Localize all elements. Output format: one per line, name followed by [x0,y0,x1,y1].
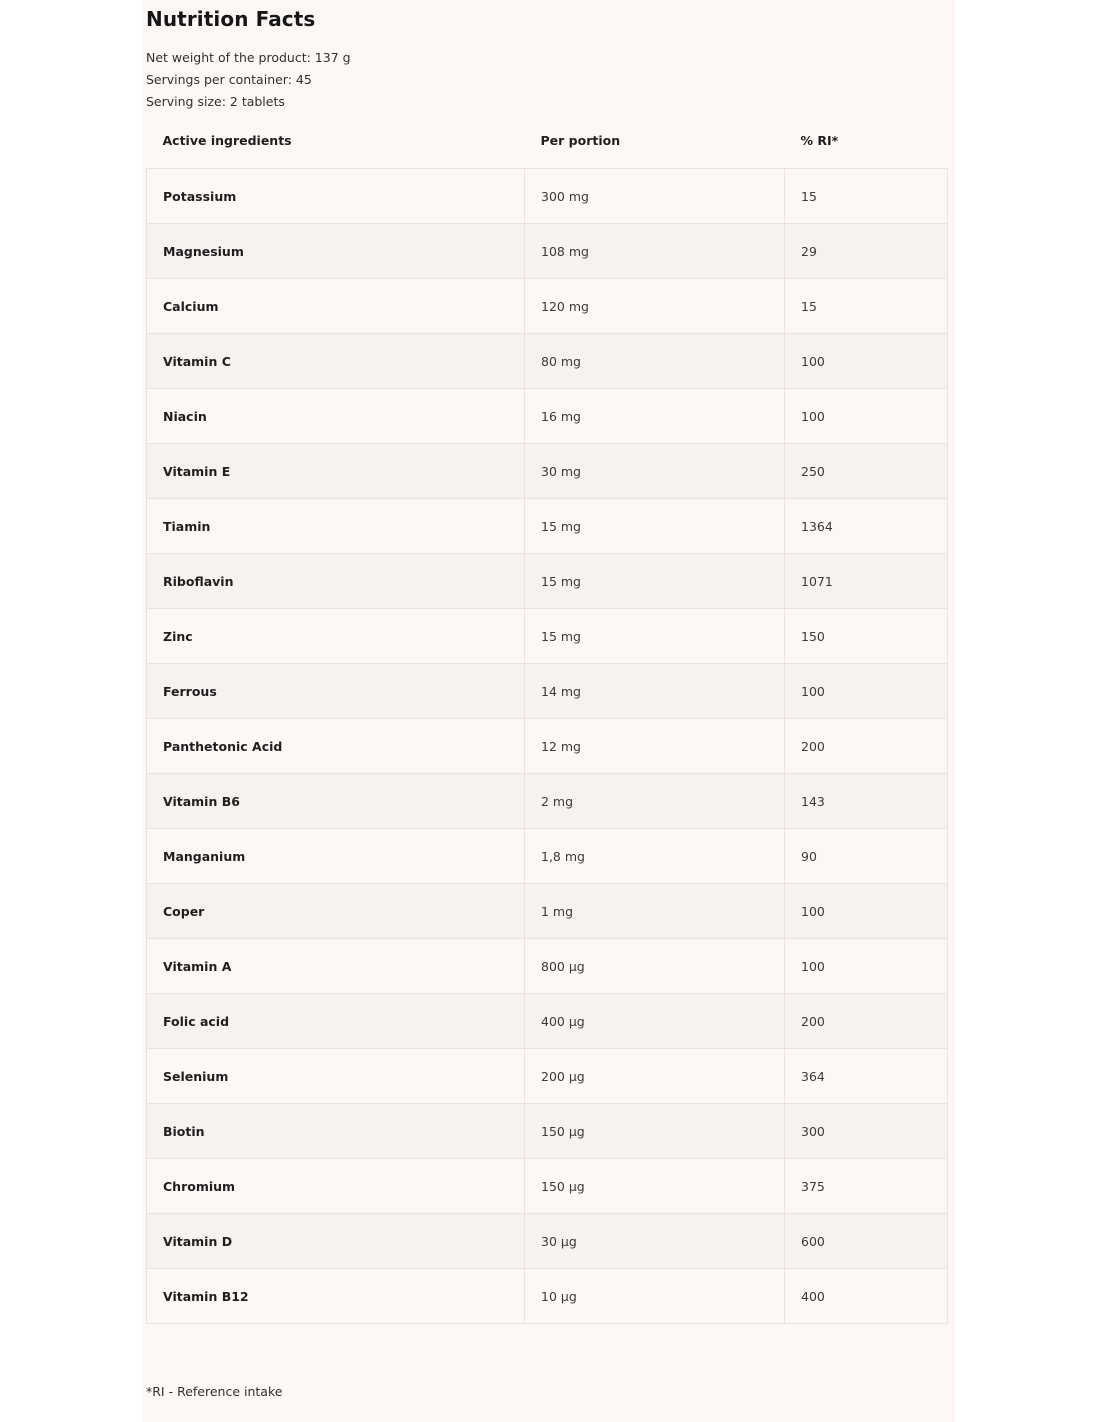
table-row [147,829,948,884]
table-row [147,279,948,334]
ri-percent-cell: 364 [785,1049,948,1104]
per-portion-cell: 1,8 mg [525,829,785,884]
ingredient-name-cell: Tiamin [147,499,525,554]
table-row [147,224,948,279]
table-row [147,1269,948,1324]
per-portion-cell: 108 mg [525,224,785,279]
per-portion-cell: 16 mg [525,389,785,444]
table-row [147,1214,948,1269]
nutrition-table [146,113,948,1324]
ingredient-name-cell: Manganium [147,829,525,884]
column-header-per-portion: Per portion [525,113,785,169]
table-row [147,444,948,499]
ingredient-name-cell: Ferrous [147,664,525,719]
ingredient-name-cell: Zinc [147,609,525,664]
ingredient-name-cell: Vitamin B12 [147,1269,525,1324]
ri-percent-cell: 29 [785,224,948,279]
table-body [147,169,948,1324]
ingredient-name-cell: Calcium [147,279,525,334]
table-row [147,609,948,664]
table-row [147,1104,948,1159]
ingredient-name-cell: Vitamin C [147,334,525,389]
ingredient-name-cell: Biotin [147,1104,525,1159]
ri-percent-cell: 15 [785,279,948,334]
net-weight-text: Net weight of the product: 137 g [146,50,351,65]
per-portion-cell: 300 mg [525,169,785,224]
servings-per-container-text: Servings per container: 45 [146,72,312,87]
ingredient-name-cell: Folic acid [147,994,525,1049]
per-portion-cell: 400 µg [525,994,785,1049]
ri-percent-cell: 1071 [785,554,948,609]
ri-percent-cell: 375 [785,1159,948,1214]
ri-percent-cell: 300 [785,1104,948,1159]
ri-percent-cell: 600 [785,1214,948,1269]
ri-percent-cell: 200 [785,994,948,1049]
table-header-row [147,113,948,169]
table-row [147,499,948,554]
column-header-ingredient: Active ingredients [147,113,525,169]
table-row [147,719,948,774]
per-portion-cell: 150 µg [525,1159,785,1214]
per-portion-cell: 30 µg [525,1214,785,1269]
column-header-ri: % RI* [785,113,948,169]
per-portion-cell: 10 µg [525,1269,785,1324]
per-portion-cell: 15 mg [525,609,785,664]
ingredient-name-cell: Panthetonic Acid [147,719,525,774]
ri-percent-cell: 1364 [785,499,948,554]
table-row [147,664,948,719]
per-portion-cell: 1 mg [525,884,785,939]
ri-percent-cell: 100 [785,939,948,994]
per-portion-cell: 80 mg [525,334,785,389]
ri-percent-cell: 250 [785,444,948,499]
table-row [147,554,948,609]
ingredient-name-cell: Chromium [147,1159,525,1214]
ri-percent-cell: 100 [785,664,948,719]
footnote: *RI - Reference intake [146,1384,283,1399]
table-row [147,389,948,444]
table-header [147,113,948,169]
ingredient-name-cell: Niacin [147,389,525,444]
per-portion-cell: 15 mg [525,499,785,554]
ingredient-name-cell: Potassium [147,169,525,224]
ingredient-name-cell: Coper [147,884,525,939]
ri-percent-cell: 143 [785,774,948,829]
table-row [147,334,948,389]
table-row [147,1049,948,1104]
table-row [147,169,948,224]
per-portion-cell: 12 mg [525,719,785,774]
per-portion-cell: 150 µg [525,1104,785,1159]
per-portion-cell: 30 mg [525,444,785,499]
per-portion-cell: 120 mg [525,279,785,334]
ri-percent-cell: 400 [785,1269,948,1324]
per-portion-cell: 2 mg [525,774,785,829]
ri-percent-cell: 90 [785,829,948,884]
ri-percent-cell: 100 [785,884,948,939]
per-portion-cell: 15 mg [525,554,785,609]
table-row [147,884,948,939]
ri-percent-cell: 100 [785,334,948,389]
ingredient-name-cell: Vitamin B6 [147,774,525,829]
ingredient-name-cell: Magnesium [147,224,525,279]
ri-percent-cell: 15 [785,169,948,224]
ingredient-name-cell: Vitamin E [147,444,525,499]
table-row [147,939,948,994]
ri-percent-cell: 100 [785,389,948,444]
table-row [147,994,948,1049]
ri-percent-cell: 200 [785,719,948,774]
per-portion-cell: 800 µg [525,939,785,994]
per-portion-cell: 200 µg [525,1049,785,1104]
ingredient-name-cell: Vitamin D [147,1214,525,1269]
page-title: Nutrition Facts [146,7,316,31]
per-portion-cell: 14 mg [525,664,785,719]
ri-percent-cell: 150 [785,609,948,664]
ingredient-name-cell: Riboflavin [147,554,525,609]
ingredient-name-cell: Selenium [147,1049,525,1104]
serving-size-text: Serving size: 2 tablets [146,94,285,109]
table-row [147,1159,948,1214]
table-row [147,774,948,829]
ingredient-name-cell: Vitamin A [147,939,525,994]
